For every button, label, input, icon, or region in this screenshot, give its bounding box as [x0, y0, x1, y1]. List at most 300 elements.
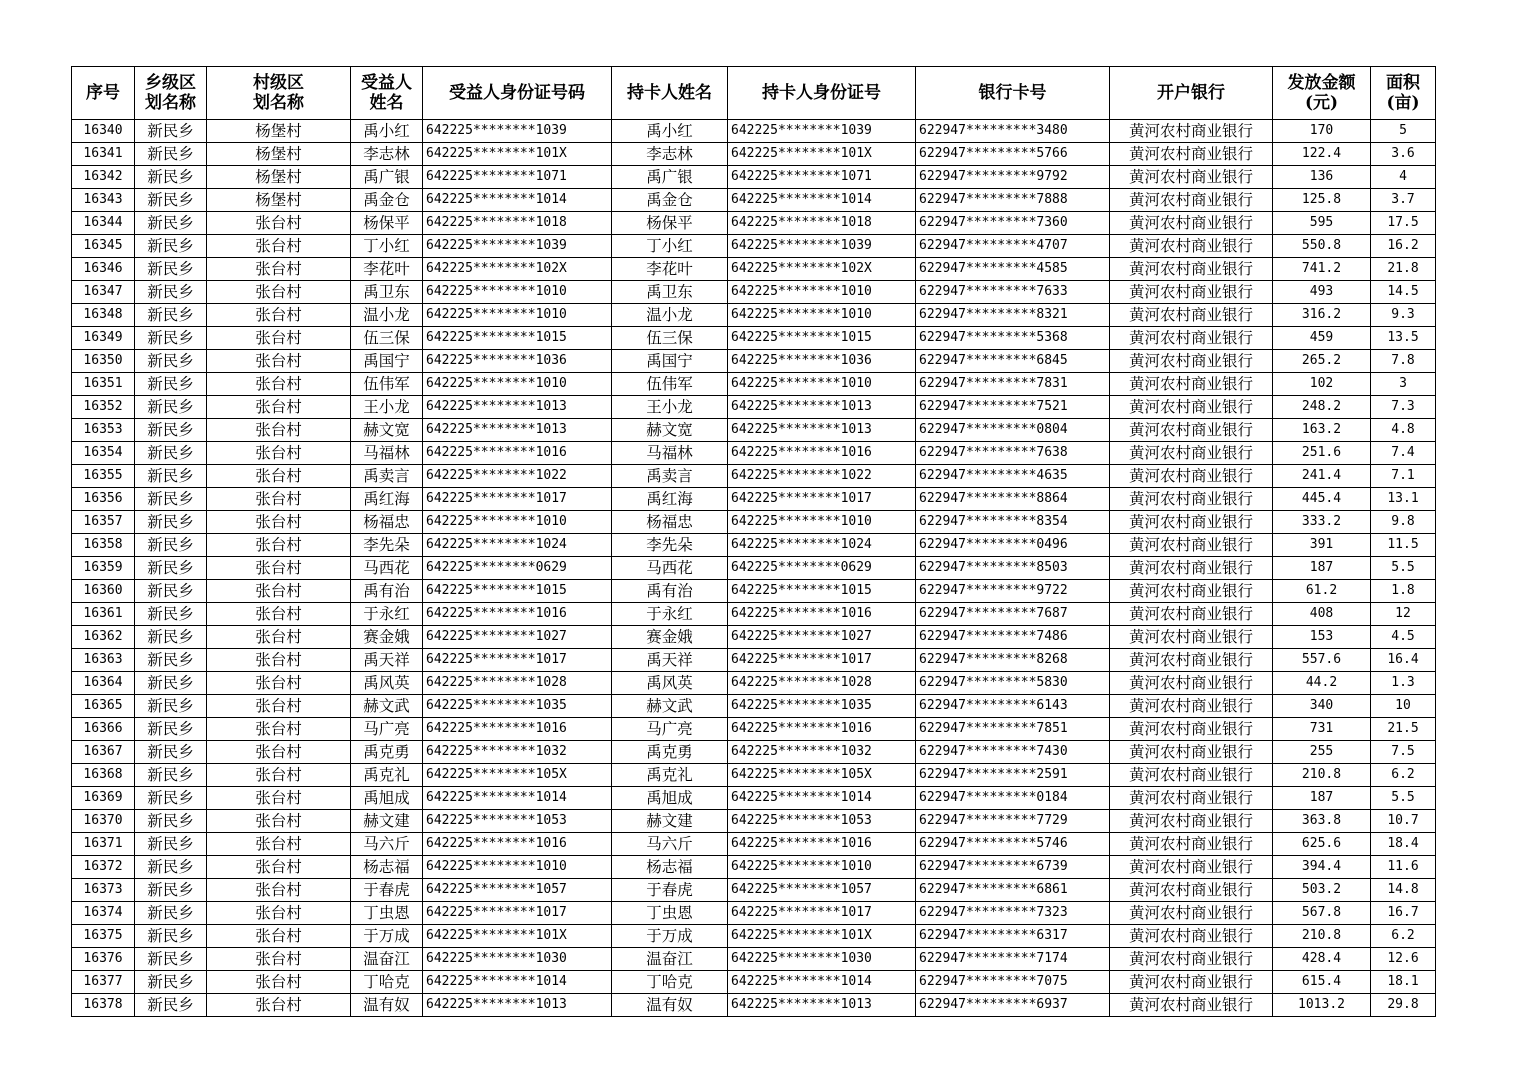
cardholder-name-cell: 禹卫东 — [612, 281, 728, 304]
township-cell: 新民乡 — [135, 672, 207, 695]
beneficiary-id-cell: 642225********1039 — [423, 235, 612, 258]
beneficiary-name-cell: 温小龙 — [351, 304, 423, 327]
amount-cell: 170 — [1273, 120, 1371, 143]
beneficiary-name-cell: 李花叶 — [351, 258, 423, 281]
cardholder-id-cell: 642225********1022 — [728, 465, 916, 488]
beneficiary-id-cell: 642225********1013 — [423, 396, 612, 419]
amount-cell: 503.2 — [1273, 879, 1371, 902]
index-cell: 16377 — [72, 971, 135, 994]
bank-card-cell: 622947*********4635 — [916, 465, 1110, 488]
village-cell: 杨堡村 — [207, 189, 351, 212]
beneficiary-id-cell: 642225********1010 — [423, 373, 612, 396]
beneficiary-name-cell: 于永红 — [351, 603, 423, 626]
township-cell: 新民乡 — [135, 787, 207, 810]
index-cell: 16376 — [72, 948, 135, 971]
beneficiary-id-cell: 642225********1030 — [423, 948, 612, 971]
cardholder-name-cell: 杨福忠 — [612, 511, 728, 534]
beneficiary-id-cell: 642225********1014 — [423, 189, 612, 212]
bank-card-cell: 622947*********0496 — [916, 534, 1110, 557]
cardholder-name-cell: 伍三保 — [612, 327, 728, 350]
cardholder-id-cell: 642225********1013 — [728, 419, 916, 442]
header-line: 面积 — [1386, 73, 1420, 93]
village-cell: 张台村 — [207, 718, 351, 741]
beneficiary-name-cell: 禹红海 — [351, 488, 423, 511]
beneficiary-id-cell: 642225********101X — [423, 925, 612, 948]
area-cell: 18.1 — [1371, 971, 1436, 994]
amount-cell: 265.2 — [1273, 350, 1371, 373]
beneficiary-id-cell: 642225********1016 — [423, 603, 612, 626]
bank-cell: 黄河农村商业银行 — [1110, 603, 1273, 626]
cardholder-name-cell: 禹有治 — [612, 580, 728, 603]
bank-card-cell: 622947*********6861 — [916, 879, 1110, 902]
header-line: 姓名 — [369, 93, 404, 113]
index-cell: 16353 — [72, 419, 135, 442]
area-cell: 12 — [1371, 603, 1436, 626]
cardholder-name-cell: 李志林 — [612, 143, 728, 166]
amount-cell: 557.6 — [1273, 649, 1371, 672]
bank-card-cell: 622947*********4707 — [916, 235, 1110, 258]
index-cell: 16347 — [72, 281, 135, 304]
township-cell: 新民乡 — [135, 258, 207, 281]
subsidy-table — [71, 66, 1436, 1017]
area-cell: 7.5 — [1371, 741, 1436, 764]
beneficiary-name-cell: 禹有治 — [351, 580, 423, 603]
cardholder-name-cell: 于春虎 — [612, 879, 728, 902]
township-cell: 新民乡 — [135, 488, 207, 511]
col-township-header — [135, 67, 207, 120]
bank-card-cell: 622947*********8503 — [916, 557, 1110, 580]
beneficiary-name-cell: 禹卖言 — [351, 465, 423, 488]
cardholder-name-cell: 禹广银 — [612, 166, 728, 189]
bank-cell: 黄河农村商业银行 — [1110, 373, 1273, 396]
village-cell: 杨堡村 — [207, 166, 351, 189]
township-cell: 新民乡 — [135, 166, 207, 189]
area-cell: 6.2 — [1371, 764, 1436, 787]
beneficiary-name-cell: 李志林 — [351, 143, 423, 166]
bank-card-cell: 622947*********7729 — [916, 810, 1110, 833]
index-cell: 16357 — [72, 511, 135, 534]
cardholder-id-cell: 642225********1017 — [728, 902, 916, 925]
index-cell: 16354 — [72, 442, 135, 465]
beneficiary-id-cell: 642225********1016 — [423, 718, 612, 741]
index-cell: 16348 — [72, 304, 135, 327]
bank-cell: 黄河农村商业银行 — [1110, 235, 1273, 258]
amount-cell: 210.8 — [1273, 764, 1371, 787]
village-cell: 张台村 — [207, 212, 351, 235]
village-cell: 张台村 — [207, 902, 351, 925]
bank-card-cell: 622947*********7638 — [916, 442, 1110, 465]
amount-cell: 493 — [1273, 281, 1371, 304]
cardholder-id-cell: 642225********1010 — [728, 281, 916, 304]
index-cell: 16365 — [72, 695, 135, 718]
beneficiary-name-cell: 禹金仓 — [351, 189, 423, 212]
beneficiary-name-cell: 李先朵 — [351, 534, 423, 557]
cardholder-name-cell: 杨保平 — [612, 212, 728, 235]
village-cell: 张台村 — [207, 304, 351, 327]
cardholder-name-cell: 禹天祥 — [612, 649, 728, 672]
township-cell: 新民乡 — [135, 695, 207, 718]
index-cell: 16351 — [72, 373, 135, 396]
index-cell: 16342 — [72, 166, 135, 189]
cardholder-id-cell: 642225********1053 — [728, 810, 916, 833]
index-cell: 16352 — [72, 396, 135, 419]
index-cell: 16344 — [72, 212, 135, 235]
bank-card-cell: 622947*********7687 — [916, 603, 1110, 626]
bank-cell: 黄河农村商业银行 — [1110, 994, 1273, 1017]
cardholder-id-cell: 642225********1015 — [728, 580, 916, 603]
cardholder-name-cell: 李先朵 — [612, 534, 728, 557]
area-cell: 1.3 — [1371, 672, 1436, 695]
table-row — [72, 695, 1436, 718]
beneficiary-name-cell: 伍伟军 — [351, 373, 423, 396]
beneficiary-name-cell: 禹小红 — [351, 120, 423, 143]
beneficiary-name-cell: 马福林 — [351, 442, 423, 465]
beneficiary-name-cell: 禹克礼 — [351, 764, 423, 787]
index-cell: 16358 — [72, 534, 135, 557]
cardholder-name-cell: 赫文宽 — [612, 419, 728, 442]
table-row — [72, 764, 1436, 787]
table-row — [72, 442, 1436, 465]
cardholder-id-cell: 642225********101X — [728, 143, 916, 166]
index-cell: 16363 — [72, 649, 135, 672]
village-cell: 张台村 — [207, 373, 351, 396]
township-cell: 新民乡 — [135, 925, 207, 948]
beneficiary-id-cell: 642225********1010 — [423, 856, 612, 879]
bank-cell: 黄河农村商业银行 — [1110, 787, 1273, 810]
table-row — [72, 994, 1436, 1017]
area-cell: 4 — [1371, 166, 1436, 189]
bank-card-cell: 622947*********7888 — [916, 189, 1110, 212]
amount-cell: 163.2 — [1273, 419, 1371, 442]
township-cell: 新民乡 — [135, 350, 207, 373]
index-cell: 16367 — [72, 741, 135, 764]
township-cell: 新民乡 — [135, 534, 207, 557]
cardholder-id-cell: 642225********1039 — [728, 235, 916, 258]
cardholder-id-cell: 642225********1032 — [728, 741, 916, 764]
area-cell: 6.2 — [1371, 925, 1436, 948]
table-row — [72, 948, 1436, 971]
cardholder-id-cell: 642225********0629 — [728, 557, 916, 580]
amount-cell: 340 — [1273, 695, 1371, 718]
table-row — [72, 235, 1436, 258]
township-cell: 新民乡 — [135, 626, 207, 649]
township-cell: 新民乡 — [135, 994, 207, 1017]
area-cell: 9.3 — [1371, 304, 1436, 327]
township-cell: 新民乡 — [135, 189, 207, 212]
table-row — [72, 189, 1436, 212]
header-line: (亩) — [1386, 93, 1420, 113]
table-row — [72, 902, 1436, 925]
bank-cell: 黄河农村商业银行 — [1110, 856, 1273, 879]
cardholder-name-cell: 禹红海 — [612, 488, 728, 511]
beneficiary-name-cell: 马广亮 — [351, 718, 423, 741]
cardholder-id-cell: 642225********1010 — [728, 511, 916, 534]
amount-cell: 102 — [1273, 373, 1371, 396]
area-cell: 9.8 — [1371, 511, 1436, 534]
area-cell: 13.5 — [1371, 327, 1436, 350]
village-cell: 张台村 — [207, 948, 351, 971]
bank-cell: 黄河农村商业银行 — [1110, 396, 1273, 419]
amount-cell: 363.8 — [1273, 810, 1371, 833]
beneficiary-id-cell: 642225********1057 — [423, 879, 612, 902]
cardholder-name-cell: 温有奴 — [612, 994, 728, 1017]
cardholder-name-cell: 禹金仓 — [612, 189, 728, 212]
cardholder-name-cell: 禹旭成 — [612, 787, 728, 810]
header-line: 划名称 — [253, 93, 304, 113]
area-cell: 21.8 — [1371, 258, 1436, 281]
bank-card-cell: 622947*********8321 — [916, 304, 1110, 327]
cardholder-id-cell: 642225********1014 — [728, 189, 916, 212]
beneficiary-name-cell: 王小龙 — [351, 396, 423, 419]
bank-cell: 黄河农村商业银行 — [1110, 143, 1273, 166]
index-cell: 16361 — [72, 603, 135, 626]
amount-cell: 391 — [1273, 534, 1371, 557]
index-cell: 16372 — [72, 856, 135, 879]
index-cell: 16359 — [72, 557, 135, 580]
beneficiary-name-cell: 禹旭成 — [351, 787, 423, 810]
beneficiary-id-cell: 642225********1053 — [423, 810, 612, 833]
amount-cell: 333.2 — [1273, 511, 1371, 534]
beneficiary-id-cell: 642225********1017 — [423, 902, 612, 925]
table-row — [72, 488, 1436, 511]
township-cell: 新民乡 — [135, 281, 207, 304]
amount-cell: 731 — [1273, 718, 1371, 741]
index-cell: 16349 — [72, 327, 135, 350]
beneficiary-name-cell: 赛金娥 — [351, 626, 423, 649]
table-row — [72, 718, 1436, 741]
village-cell: 张台村 — [207, 488, 351, 511]
beneficiary-id-cell: 642225********1010 — [423, 281, 612, 304]
area-cell: 17.5 — [1371, 212, 1436, 235]
township-cell: 新民乡 — [135, 327, 207, 350]
index-cell: 16369 — [72, 787, 135, 810]
cardholder-id-cell: 642225********1039 — [728, 120, 916, 143]
cardholder-id-cell: 642225********1036 — [728, 350, 916, 373]
township-cell: 新民乡 — [135, 212, 207, 235]
township-cell: 新民乡 — [135, 741, 207, 764]
beneficiary-name-cell: 丁虫恩 — [351, 902, 423, 925]
index-cell: 16341 — [72, 143, 135, 166]
header-line: 序号 — [86, 83, 120, 103]
beneficiary-id-cell: 642225********1028 — [423, 672, 612, 695]
cardholder-id-cell: 642225********105X — [728, 764, 916, 787]
area-cell: 14.8 — [1371, 879, 1436, 902]
bank-cell: 黄河农村商业银行 — [1110, 810, 1273, 833]
township-cell: 新民乡 — [135, 442, 207, 465]
index-cell: 16375 — [72, 925, 135, 948]
area-cell: 7.4 — [1371, 442, 1436, 465]
cardholder-id-cell: 642225********1017 — [728, 649, 916, 672]
amount-cell: 741.2 — [1273, 258, 1371, 281]
cardholder-name-cell: 温小龙 — [612, 304, 728, 327]
beneficiary-name-cell: 禹国宁 — [351, 350, 423, 373]
amount-cell: 550.8 — [1273, 235, 1371, 258]
area-cell: 29.8 — [1371, 994, 1436, 1017]
table-row — [72, 879, 1436, 902]
bank-cell: 黄河农村商业银行 — [1110, 166, 1273, 189]
cardholder-name-cell: 马广亮 — [612, 718, 728, 741]
amount-cell: 1013.2 — [1273, 994, 1371, 1017]
village-cell: 张台村 — [207, 764, 351, 787]
beneficiary-name-cell: 丁哈克 — [351, 971, 423, 994]
index-cell: 16378 — [72, 994, 135, 1017]
bank-cell: 黄河农村商业银行 — [1110, 465, 1273, 488]
bank-card-cell: 622947*********8268 — [916, 649, 1110, 672]
table-row — [72, 258, 1436, 281]
cardholder-name-cell: 禹克勇 — [612, 741, 728, 764]
township-cell: 新民乡 — [135, 718, 207, 741]
area-cell: 11.5 — [1371, 534, 1436, 557]
beneficiary-name-cell: 禹风英 — [351, 672, 423, 695]
table-row — [72, 833, 1436, 856]
beneficiary-name-cell: 禹克勇 — [351, 741, 423, 764]
area-cell: 16.7 — [1371, 902, 1436, 925]
township-cell: 新民乡 — [135, 557, 207, 580]
cardholder-name-cell: 禹克礼 — [612, 764, 728, 787]
table-row — [72, 143, 1436, 166]
header-line: 受益人身份证号码 — [449, 83, 585, 103]
table-row — [72, 350, 1436, 373]
cardholder-name-cell: 赫文建 — [612, 810, 728, 833]
table-row — [72, 672, 1436, 695]
beneficiary-name-cell: 禹卫东 — [351, 281, 423, 304]
amount-cell: 187 — [1273, 557, 1371, 580]
bank-cell: 黄河农村商业银行 — [1110, 580, 1273, 603]
township-cell: 新民乡 — [135, 833, 207, 856]
village-cell: 张台村 — [207, 235, 351, 258]
village-cell: 张台村 — [207, 649, 351, 672]
table-row — [72, 373, 1436, 396]
index-cell: 16346 — [72, 258, 135, 281]
area-cell: 5.5 — [1371, 557, 1436, 580]
header-line: 持卡人姓名 — [627, 83, 712, 103]
village-cell: 张台村 — [207, 396, 351, 419]
bank-cell: 黄河农村商业银行 — [1110, 879, 1273, 902]
beneficiary-id-cell: 642225********1016 — [423, 442, 612, 465]
bank-card-cell: 622947*********5368 — [916, 327, 1110, 350]
bank-card-cell: 622947*********7430 — [916, 741, 1110, 764]
bank-cell: 黄河农村商业银行 — [1110, 948, 1273, 971]
cardholder-id-cell: 642225********1057 — [728, 879, 916, 902]
area-cell: 4.8 — [1371, 419, 1436, 442]
cardholder-id-cell: 642225********1028 — [728, 672, 916, 695]
village-cell: 张台村 — [207, 810, 351, 833]
index-cell: 16368 — [72, 764, 135, 787]
cardholder-id-cell: 642225********1010 — [728, 373, 916, 396]
beneficiary-id-cell: 642225********1014 — [423, 971, 612, 994]
bank-cell: 黄河农村商业银行 — [1110, 557, 1273, 580]
col-index-header — [72, 67, 135, 120]
beneficiary-name-cell: 于万成 — [351, 925, 423, 948]
area-cell: 3.7 — [1371, 189, 1436, 212]
township-cell: 新民乡 — [135, 465, 207, 488]
amount-cell: 567.8 — [1273, 902, 1371, 925]
village-cell: 张台村 — [207, 580, 351, 603]
bank-cell: 黄河农村商业银行 — [1110, 212, 1273, 235]
township-cell: 新民乡 — [135, 879, 207, 902]
cardholder-name-cell: 于永红 — [612, 603, 728, 626]
village-cell: 张台村 — [207, 603, 351, 626]
table-row — [72, 327, 1436, 350]
bank-cell: 黄河农村商业银行 — [1110, 718, 1273, 741]
amount-cell: 136 — [1273, 166, 1371, 189]
beneficiary-name-cell: 于春虎 — [351, 879, 423, 902]
township-cell: 新民乡 — [135, 856, 207, 879]
bank-cell: 黄河农村商业银行 — [1110, 833, 1273, 856]
village-cell: 张台村 — [207, 465, 351, 488]
bank-cell: 黄河农村商业银行 — [1110, 350, 1273, 373]
cardholder-id-cell: 642225********1035 — [728, 695, 916, 718]
township-cell: 新民乡 — [135, 580, 207, 603]
beneficiary-name-cell: 马西花 — [351, 557, 423, 580]
village-cell: 张台村 — [207, 534, 351, 557]
beneficiary-id-cell: 642225********1013 — [423, 994, 612, 1017]
township-cell: 新民乡 — [135, 971, 207, 994]
village-cell: 张台村 — [207, 327, 351, 350]
table-row — [72, 856, 1436, 879]
beneficiary-name-cell: 杨保平 — [351, 212, 423, 235]
beneficiary-id-cell: 642225********1018 — [423, 212, 612, 235]
amount-cell: 210.8 — [1273, 925, 1371, 948]
amount-cell: 615.4 — [1273, 971, 1371, 994]
bank-cell: 黄河农村商业银行 — [1110, 925, 1273, 948]
cardholder-id-cell: 642225********1016 — [728, 833, 916, 856]
beneficiary-id-cell: 642225********1017 — [423, 488, 612, 511]
header-line: 受益人 — [361, 73, 412, 93]
index-cell: 16345 — [72, 235, 135, 258]
township-cell: 新民乡 — [135, 143, 207, 166]
beneficiary-name-cell: 温奋江 — [351, 948, 423, 971]
cardholder-id-cell: 642225********102X — [728, 258, 916, 281]
village-cell: 张台村 — [207, 971, 351, 994]
beneficiary-name-cell: 赫文建 — [351, 810, 423, 833]
index-cell: 16360 — [72, 580, 135, 603]
cardholder-name-cell: 禹小红 — [612, 120, 728, 143]
table-row — [72, 166, 1436, 189]
amount-cell: 408 — [1273, 603, 1371, 626]
bank-card-cell: 622947*********5746 — [916, 833, 1110, 856]
amount-cell: 445.4 — [1273, 488, 1371, 511]
beneficiary-name-cell: 赫文武 — [351, 695, 423, 718]
village-cell: 张台村 — [207, 695, 351, 718]
bank-card-cell: 622947*********8354 — [916, 511, 1110, 534]
header-line: 发放金额 — [1287, 73, 1356, 93]
bank-cell: 黄河农村商业银行 — [1110, 511, 1273, 534]
bank-cell: 黄河农村商业银行 — [1110, 304, 1273, 327]
index-cell: 16366 — [72, 718, 135, 741]
table-row — [72, 465, 1436, 488]
village-cell: 杨堡村 — [207, 143, 351, 166]
table-header — [72, 67, 1436, 120]
cardholder-id-cell: 642225********1014 — [728, 971, 916, 994]
village-cell: 张台村 — [207, 258, 351, 281]
cardholder-id-cell: 642225********1010 — [728, 856, 916, 879]
area-cell: 4.5 — [1371, 626, 1436, 649]
bank-cell: 黄河农村商业银行 — [1110, 442, 1273, 465]
header-line: 划名称 — [145, 93, 196, 113]
col-beneficiary-id-header — [423, 67, 612, 120]
village-cell: 张台村 — [207, 994, 351, 1017]
beneficiary-id-cell: 642225********1014 — [423, 787, 612, 810]
amount-cell: 125.8 — [1273, 189, 1371, 212]
beneficiary-name-cell: 温有奴 — [351, 994, 423, 1017]
beneficiary-id-cell: 642225********0629 — [423, 557, 612, 580]
area-cell: 3.6 — [1371, 143, 1436, 166]
bank-card-cell: 622947*********9792 — [916, 166, 1110, 189]
village-cell: 张台村 — [207, 741, 351, 764]
amount-cell: 595 — [1273, 212, 1371, 235]
cardholder-name-cell: 杨志福 — [612, 856, 728, 879]
